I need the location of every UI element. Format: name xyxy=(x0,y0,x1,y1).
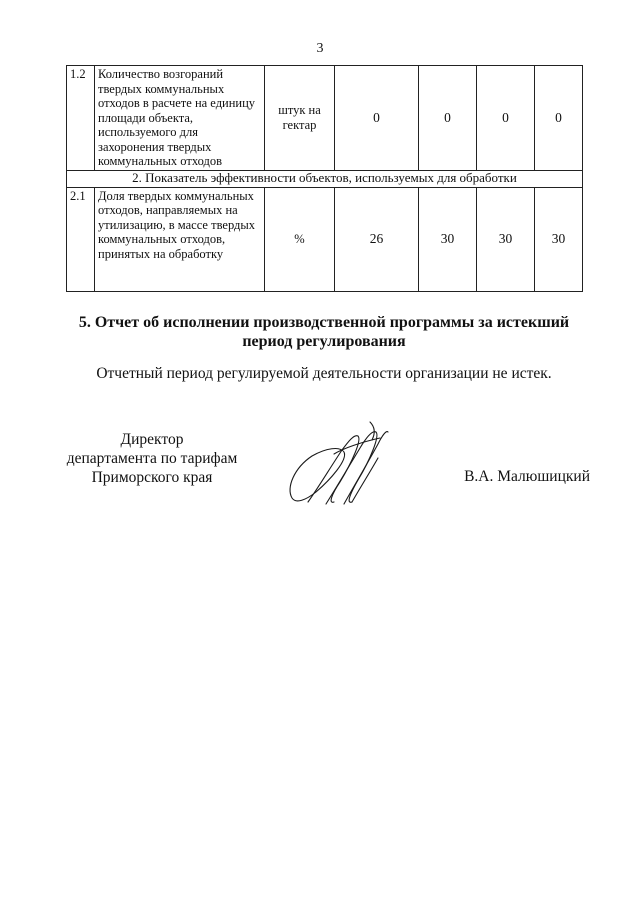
indicator-value: 0 xyxy=(419,66,477,171)
indicator-value: 30 xyxy=(419,187,477,291)
indicator-value: 0 xyxy=(335,66,419,171)
indicator-value: 0 xyxy=(477,66,535,171)
signatory-title-line: департамента по тарифам xyxy=(66,450,238,467)
indicator-value: 30 xyxy=(535,187,583,291)
indicators-table xyxy=(66,65,583,292)
indicator-unit: штук на гектар xyxy=(265,66,335,171)
page-number: 3 xyxy=(316,41,324,56)
indicator-value: 26 xyxy=(335,187,419,291)
indicator-value: 30 xyxy=(477,187,535,291)
indicator-value: 0 xyxy=(535,66,583,171)
signatory-title-line: Директор xyxy=(120,431,184,448)
section-title: 2. Показатель эффективности объектов, используемых для обработки xyxy=(67,170,583,187)
indicator-name: Количество возгораний твердых коммунальных отходов в расчете на единицу площади объекта, используемого для захоронения твердых коммунальных отходов xyxy=(95,66,265,171)
indicator-name: Доля твердых коммунальных отходов, направляемых на утилизацию, в массе твердых коммунальных отходов, принятых на обработку xyxy=(95,187,265,291)
row-number: 2.1 xyxy=(67,187,95,291)
signatory-title xyxy=(52,430,252,487)
signatory-title-line: Приморского края xyxy=(91,469,213,486)
signer-name: В.А. Малюшицкий xyxy=(464,468,590,485)
indicator-unit: % xyxy=(265,187,335,291)
row-number: 1.2 xyxy=(67,66,95,171)
section-row xyxy=(67,170,583,187)
table-row xyxy=(67,66,583,171)
section-heading: 5. Отчет об исполнении производственной программы за истекший период регулирования xyxy=(78,314,570,350)
table-row xyxy=(67,187,583,291)
report-statement: Отчетный период регулируемой деятельности организации не истек. xyxy=(96,365,552,382)
signature-icon xyxy=(282,418,392,510)
